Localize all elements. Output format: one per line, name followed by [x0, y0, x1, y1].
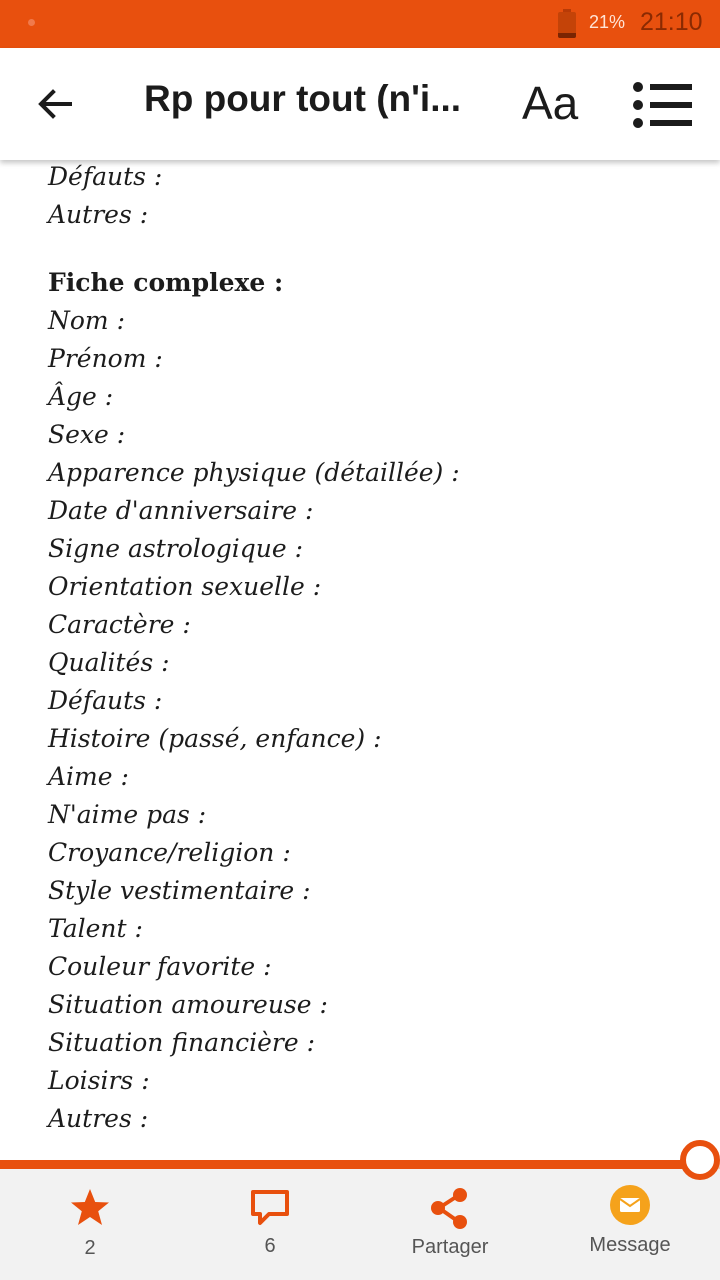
status-bar [0, 0, 720, 48]
reading-progress-handle[interactable] [680, 1140, 720, 1180]
text-line: Défauts : [48, 162, 163, 191]
share-icon [429, 1187, 471, 1231]
comments-button[interactable] [180, 1169, 360, 1280]
message-label: Message [589, 1234, 671, 1256]
reading-progress-fill [0, 1160, 691, 1169]
field-label: Situation amoureuse : [48, 990, 328, 1019]
page-title: Rp pour tout (n'i... [144, 78, 462, 119]
arrow-left-icon[interactable] [34, 84, 74, 124]
field-label: Sexe : [48, 420, 126, 449]
field-label: Qualités : [48, 648, 170, 677]
field-label: Apparence physique (détaillée) : [48, 458, 460, 487]
field-label: Loisirs : [48, 1066, 150, 1095]
field-label: Aime : [48, 762, 129, 791]
reading-progress-bar[interactable] [0, 1160, 720, 1169]
field-label: Âge : [48, 382, 114, 411]
field-label: Style vestimentaire : [48, 876, 311, 905]
field-label: Orientation sexuelle : [48, 572, 322, 601]
battery-icon [558, 9, 576, 38]
mail-icon [609, 1184, 651, 1226]
star-icon [69, 1188, 111, 1228]
share-label: Partager [411, 1236, 489, 1258]
bottom-action-bar [0, 1169, 720, 1280]
notification-dot-icon [28, 19, 35, 26]
battery-percent: 21% [589, 12, 626, 32]
field-label: Défauts : [48, 686, 163, 715]
field-label: Croyance/religion : [48, 838, 291, 867]
message-button[interactable] [540, 1169, 720, 1280]
vote-button[interactable] [0, 1169, 180, 1280]
list-icon[interactable] [632, 82, 694, 128]
field-label: Nom : [48, 306, 126, 335]
field-label: Situation financière : [48, 1028, 316, 1057]
field-label: Date d'anniversaire : [48, 496, 314, 525]
field-label: Talent : [48, 914, 143, 943]
field-label: Autres : [48, 1104, 149, 1133]
field-label: Prénom : [48, 344, 163, 373]
field-label: N'aime pas : [48, 800, 207, 829]
field-list [48, 302, 688, 1138]
share-button[interactable] [360, 1169, 540, 1280]
field-label: Caractère : [48, 610, 191, 639]
field-label: Signe astrologique : [48, 534, 304, 563]
comment-count: 6 [264, 1235, 276, 1257]
app-bar [0, 48, 720, 160]
field-label: Histoire (passé, enfance) : [48, 724, 382, 753]
text-line: Autres : [48, 200, 149, 229]
comment-icon [249, 1189, 291, 1229]
font-size-button[interactable]: Aa [522, 77, 579, 129]
vote-count: 2 [84, 1237, 96, 1259]
status-time: 21:10 [640, 8, 703, 36]
field-label: Couleur favorite : [48, 952, 272, 981]
chapter-content [48, 158, 688, 1138]
section-heading: Fiche complexe : [48, 268, 284, 297]
